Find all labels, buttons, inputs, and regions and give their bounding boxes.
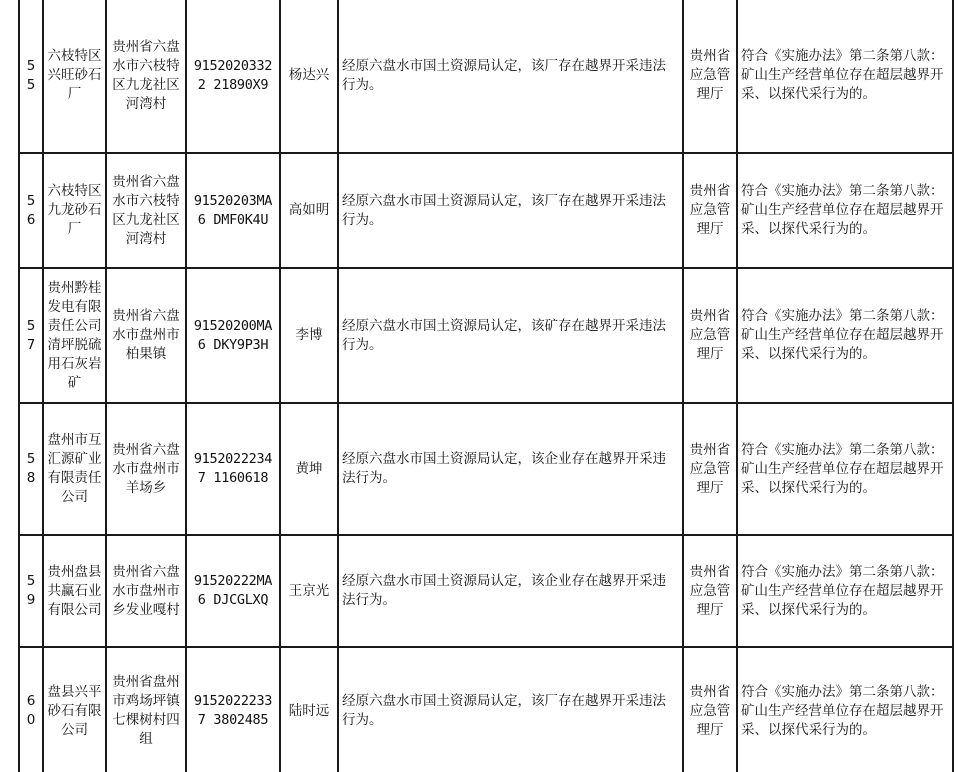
legal-basis: 符合《实施办法》第二条第八款：矿山生产经营单位存在超层越界开采、以探代采行为的。 xyxy=(737,535,953,647)
department: 贵州省应急管理厅 xyxy=(683,153,737,268)
violation-fact: 经原六盘水市国土资源局认定，该厂存在越界开采违法行为。 xyxy=(338,0,683,153)
violation-fact: 经原六盘水市国土资源局认定，该企业存在越界开采违法行为。 xyxy=(338,535,683,647)
table-row xyxy=(19,535,953,647)
table-row xyxy=(19,403,953,535)
row-index: 55 xyxy=(19,0,43,153)
legal-person: 杨达兴 xyxy=(280,0,338,153)
credit-code: 91520200MA6 DKY9P3H xyxy=(186,268,280,403)
violation-fact: 经原六盘水市国土资源局认定，该厂存在越界开采违法行为。 xyxy=(338,153,683,268)
table-row xyxy=(19,647,953,772)
row-index: 59 xyxy=(19,535,43,647)
row-index: 56 xyxy=(19,153,43,268)
company-address: 贵州省六盘水市六枝特区九龙社区河湾村 xyxy=(106,0,186,153)
violation-fact: 经原六盘水市国土资源局认定，该矿存在越界开采违法行为。 xyxy=(338,268,683,403)
legal-basis: 符合《实施办法》第二条第八款：矿山生产经营单位存在超层越界开采、以探代采行为的。 xyxy=(737,268,953,403)
row-index: 60 xyxy=(19,647,43,772)
credit-code: 91520203322 21890X9 xyxy=(186,0,280,153)
company-address: 贵州省六盘水市盘州市乡发业嘎村 xyxy=(106,535,186,647)
department: 贵州省应急管理厅 xyxy=(683,647,737,772)
department: 贵州省应急管理厅 xyxy=(683,268,737,403)
credit-code: 91520222347 1160618 xyxy=(186,403,280,535)
company-name: 六枝特区兴旺砂石厂 xyxy=(43,0,106,153)
legal-basis: 符合《实施办法》第二条第八款：矿山生产经营单位存在超层越界开采、以探代采行为的。 xyxy=(737,403,953,535)
violation-table xyxy=(18,0,954,772)
company-address: 贵州省六盘水市盘州市柏果镇 xyxy=(106,268,186,403)
credit-code: 91520203MA6 DMF0K4U xyxy=(186,153,280,268)
legal-person: 高如明 xyxy=(280,153,338,268)
company-address: 贵州省六盘水市六枝特区九龙社区河湾村 xyxy=(106,153,186,268)
row-index: 58 xyxy=(19,403,43,535)
department: 贵州省应急管理厅 xyxy=(683,0,737,153)
department: 贵州省应急管理厅 xyxy=(683,403,737,535)
company-name: 贵州黔桂发电有限责任公司清坪脱硫用石灰岩矿 xyxy=(43,268,106,403)
legal-person: 李博 xyxy=(280,268,338,403)
legal-person: 陆时远 xyxy=(280,647,338,772)
legal-basis: 符合《实施办法》第二条第八款：矿山生产经营单位存在超层越界开采、以探代采行为的。 xyxy=(737,647,953,772)
company-name: 六枝特区九龙砂石厂 xyxy=(43,153,106,268)
company-address: 贵州省盘州市鸡场坪镇七棵树村四组 xyxy=(106,647,186,772)
credit-code: 91520222MA6 DJCGLXQ xyxy=(186,535,280,647)
legal-basis: 符合《实施办法》第二条第八款：矿山生产经营单位存在超层越界开采、以探代采行为的。 xyxy=(737,0,953,153)
table-row xyxy=(19,268,953,403)
company-name: 盘州市互汇源矿业有限责任公司 xyxy=(43,403,106,535)
company-name: 盘县兴平砂石有限公司 xyxy=(43,647,106,772)
company-name: 贵州盘县共赢石业有限公司 xyxy=(43,535,106,647)
row-index: 57 xyxy=(19,268,43,403)
legal-person: 黄坤 xyxy=(280,403,338,535)
company-address: 贵州省六盘水市盘州市羊场乡 xyxy=(106,403,186,535)
credit-code: 91520222337 3802485 xyxy=(186,647,280,772)
violation-fact: 经原六盘水市国土资源局认定，该厂存在越界开采违法行为。 xyxy=(338,647,683,772)
department: 贵州省应急管理厅 xyxy=(683,535,737,647)
violation-fact: 经原六盘水市国土资源局认定，该企业存在越界开采违法行为。 xyxy=(338,403,683,535)
table-row xyxy=(19,0,953,153)
legal-person: 王京光 xyxy=(280,535,338,647)
table-row xyxy=(19,153,953,268)
legal-basis: 符合《实施办法》第二条第八款：矿山生产经营单位存在超层越界开采、以探代采行为的。 xyxy=(737,153,953,268)
